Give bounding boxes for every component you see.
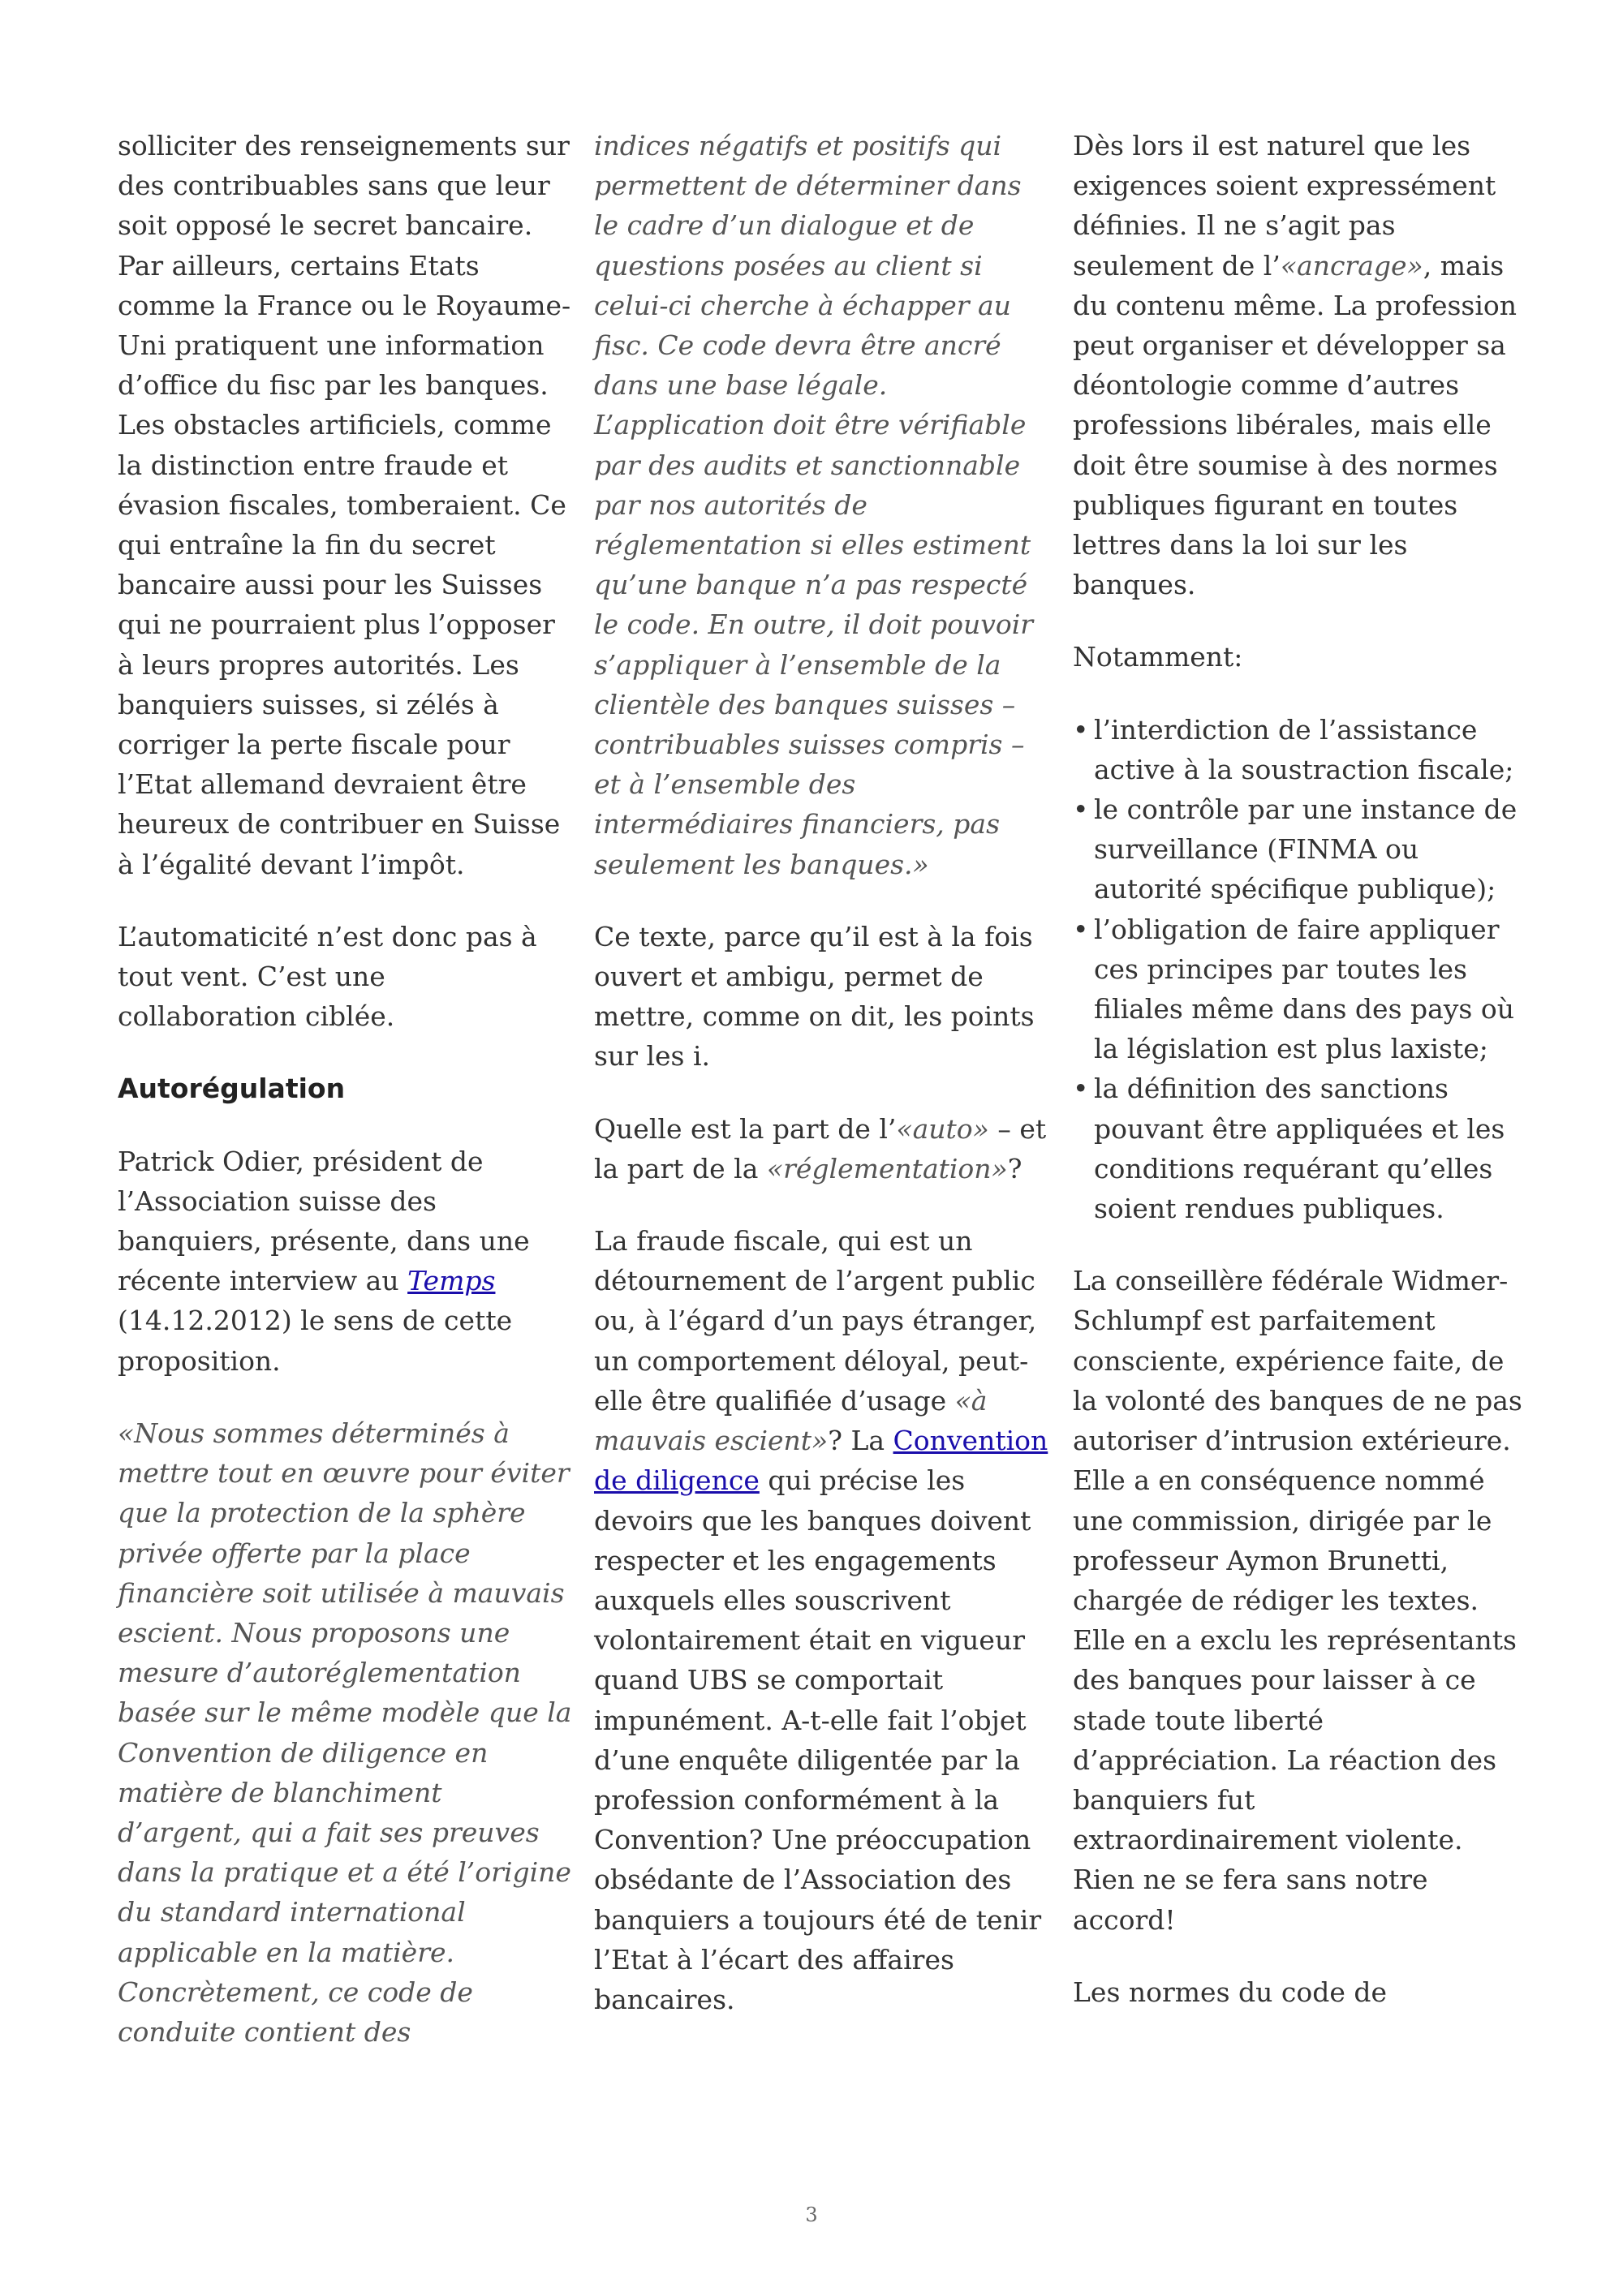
paragraph (1073, 126, 1527, 604)
text: – et la part de la (594, 1112, 1047, 1185)
paragraph: solliciter des renseignements sur des contribuables sans que leur soit opposé le secret bancaire. Par ailleurs, certains Etats comme la France ou le Royaume-Uni pratiquent une information d’office du fisc par les banques. Les obstacles artificiels, comme la distinction entre fraude et évasion fiscales, tomberaient. Ce qui entraîne la fin du secret bancaire aussi pour les Suisses qui ne pourraient plus l’opposer à leurs propres autorités. Les banquiers suisses, si zélés à corriger la perte fiscale pour l’Etat allemand devraient être heureux de contribuer en Suisse à l’égalité devant l’impôt. (118, 130, 571, 880)
text: ? (1007, 1152, 1022, 1185)
text: Quelle est la part de l’ (594, 1112, 897, 1145)
quote-paragraph: indices négatifs et positifs qui permettent de déterminer dans le cadre d’un dialogue et de questions posées au client si celui-ci cherche à échapper au fisc. Ce code devra être ancré dans une base légale. L’application doit être vérifiable par des audits et sanctionnable par nos autorités de réglementation si elles estiment qu’une banque n’a pas respecté le code. En outre, il doit pouvoir s’appliquer à l’ensemble de la clientèle des banques suisses – contribuables suisses compris – et à l’ensemble des intermédiaires financiers, pas seulement les banques.» (594, 130, 1034, 880)
column-middle (594, 126, 1048, 2019)
text: Dès lors il est naturel que les exigences soient expressément définies. Il ne s’agit pas seulement de l’ (1073, 130, 1496, 282)
text: «réglementation» (766, 1152, 1008, 1185)
column-right (1073, 126, 1527, 2012)
paragraph (118, 1142, 572, 1381)
page-number: 3 (805, 2204, 818, 2226)
list-item: • le contrôle par une instance de surveillance (FINMA ou autorité spécifique publique); (1073, 789, 1527, 909)
text: «ancrage» (1280, 249, 1423, 282)
column-left (118, 126, 572, 2052)
paragraph: Notamment: (1073, 641, 1243, 673)
bullet-list (1073, 710, 1527, 1229)
section-heading: Autorégulation (118, 1073, 346, 1105)
convention-de-diligence-link[interactable]: Convention de diligence (594, 1425, 1048, 1497)
temps-link[interactable]: Temps (407, 1265, 496, 1297)
list-item: • l’interdiction de l’assistance active à la soustraction fiscale; (1073, 710, 1527, 789)
list-item: • l’obligation de faire appliquer ces principes par toutes les filiales même dans des pays où la législation est plus laxiste; (1073, 909, 1527, 1069)
text: ? La (828, 1425, 893, 1457)
paragraph: Les normes du code de (1073, 1976, 1388, 2008)
paragraph: Ce texte, parce qu’il est à la fois ouvert et ambigu, permet de mettre, comme on dit, les points sur les i. (594, 920, 1035, 1073)
paragraph: L’automaticité n’est donc pas à tout vent. C’est une collaboration ciblée. (118, 920, 537, 1033)
text: Patrick Odier, président de l’Association suisse des banquiers, présente, dans une récente interview au (118, 1145, 530, 1297)
text: (14.12.2012) le sens de cette proposition. (118, 1305, 513, 1377)
paragraph: La conseillère fédérale Widmer-Schlumpf est parfaitement consciente, expérience faite, de la volonté des banques de ne pas autoriser d’intrusion extérieure. Elle a en conséquence nommé une commission, dirigée par le professeur Aymon Brunetti, chargée de rédiger les textes. Elle en a exclu les représentants des banques pour laisser à ce stade toute liberté d’appréciation. La réaction des banquiers fut extraordinairement violente. Rien ne se fera sans notre accord! (1073, 1265, 1522, 1936)
paragraph (594, 1109, 1048, 1189)
text: La fraude fiscale, qui est un détournement de l’argent public ou, à l’égard d’un pays étranger, un comportement déloyal, peut-elle être qualifiée d’usage (594, 1225, 1037, 1417)
text: «auto» (896, 1112, 989, 1145)
text: , mais du contenu même. La profession peut organiser et développer sa déontologie comme d’autres professions libérales, mais elle doit être soumise à des normes publiques figurant en toutes lettres dans la loi sur les banques. (1073, 249, 1518, 601)
list-item: • la définition des sanctions pouvant être appliquées et les conditions requérant qu’elles soient rendues publiques. (1073, 1068, 1527, 1228)
text: «à mauvais escient» (594, 1384, 988, 1457)
quote-paragraph: «Nous sommes déterminés à mettre tout en œuvre pour éviter que la protection de la sphère privée offerte par la place financière soit utilisée à mauvais escient. Nous proposons une mesure d’autoréglementation basée sur le même modèle que la Convention de diligence en matière de blanchiment d’argent, qui a fait ses preuves dans la pratique et a été l’origine du standard international applicable en la matière. Concrètement, ce code de conduite contient des (118, 1417, 572, 2048)
paragraph (594, 1221, 1048, 2019)
text: qui précise les devoirs que les banques doivent respecter et les engagements auxquels elles souscrivent volontairement était en vigueur quand UBS se comportait impunément. A-t-elle fait l’objet d’une enquête diligentée par la profession conformément à la Convention? Une préoccupation obsédante de l’Association des banquiers a toujours été de tenir l’Etat à l’écart des affaires bancaires. (594, 1464, 1042, 2015)
